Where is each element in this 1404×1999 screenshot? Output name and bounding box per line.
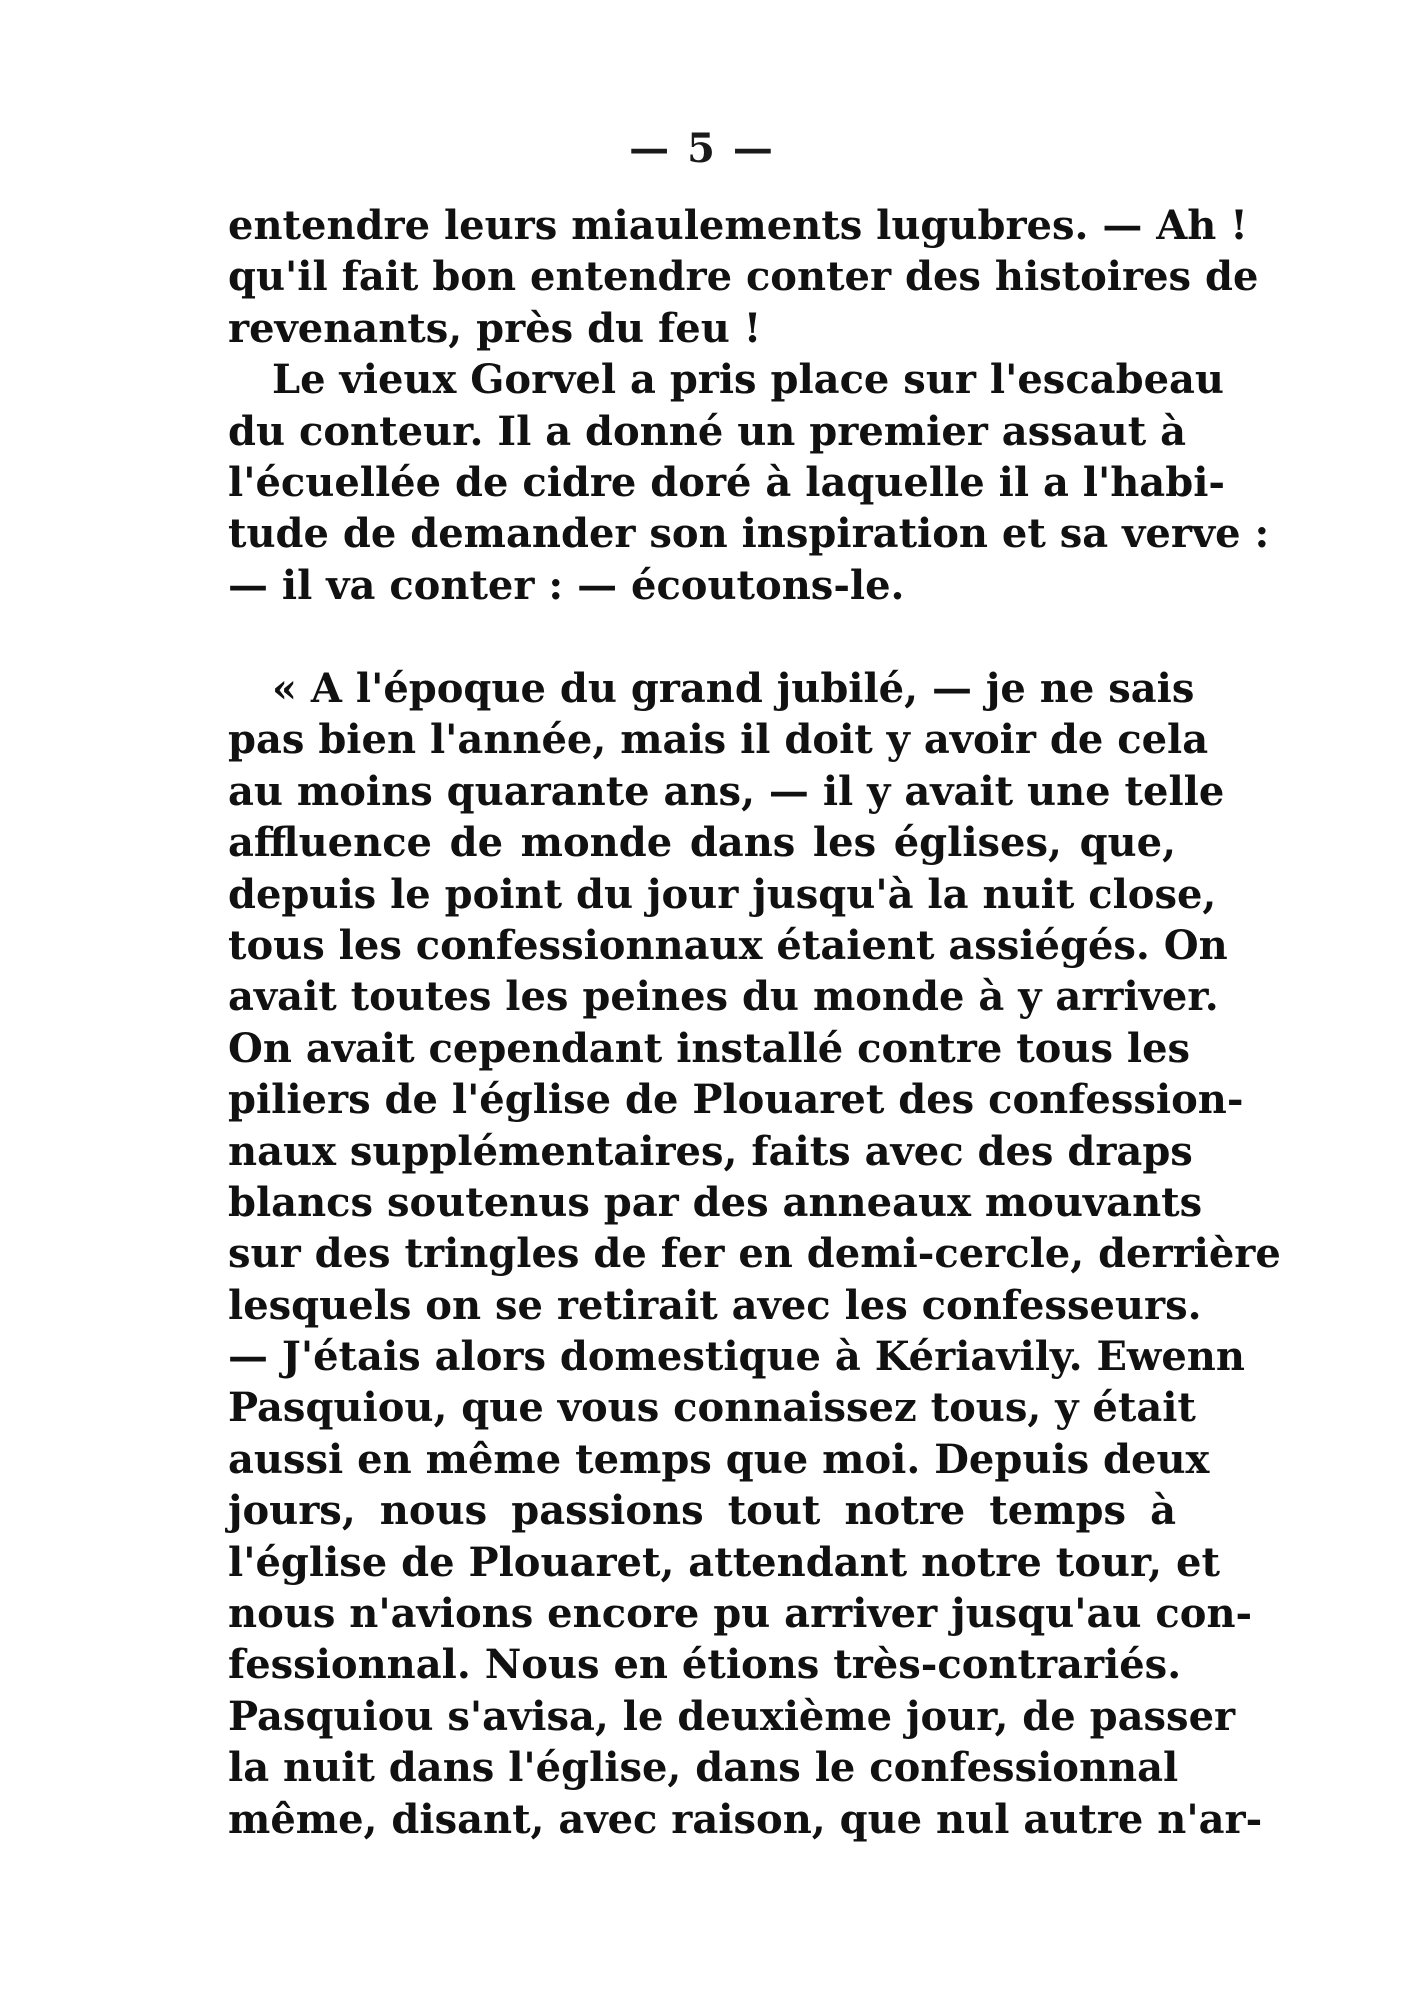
- text-line: Pasquiou, que vous connaissez tous, y était: [228, 1384, 1196, 1432]
- text-line: la nuit dans l'église, dans le confessionnal: [228, 1744, 1179, 1792]
- text-line: même, disant, avec raison, que nul autre n'ar-: [228, 1795, 1263, 1843]
- text-line: qu'il fait bon entendre conter des histoires de: [228, 253, 1259, 301]
- text-line: l'écuellée de cidre doré à laquelle il a l'habi-: [228, 458, 1225, 506]
- text-line: depuis le point du jour jusqu'à la nuit close,: [228, 870, 1217, 918]
- text-line: « A l'époque du grand jubilé, — je ne sais: [272, 665, 1195, 712]
- text-line: — J'étais alors domestique à Kériavily. Ewenn: [228, 1333, 1245, 1381]
- text-block-top: [228, 200, 1270, 611]
- text-line: Pasquiou s'avisa, le deuxième jour, de passer: [228, 1692, 1236, 1740]
- text-line: du conteur. Il a donné un premier assaut à: [228, 407, 1187, 455]
- page-number: — 5 —: [629, 125, 775, 172]
- text-line: tude de demander son inspiration et sa verve :: [228, 510, 1270, 558]
- text-line: Le vieux Gorvel a pris place sur l'escabeau: [272, 356, 1225, 404]
- text-line: l'église de Plouaret, attendant notre tour, et: [228, 1538, 1220, 1586]
- text-line: pas bien l'année, mais il doit y avoir de cela: [228, 716, 1209, 764]
- text-line: sur des tringles de fer en demi-cercle, derrière: [228, 1230, 1281, 1278]
- text-line: naux supplémentaires, faits avec des draps: [228, 1127, 1193, 1175]
- text-line: On avait cependant installé contre tous les: [228, 1024, 1191, 1072]
- text-line: blancs soutenus par des anneaux mouvants: [228, 1178, 1203, 1226]
- text-line: — il va conter : — écoutons-le.: [228, 561, 905, 609]
- text-line: nous n'avions encore pu arriver jusqu'au con-: [228, 1590, 1253, 1638]
- text-line: jours, nous passions tout notre temps à: [228, 1487, 1176, 1535]
- text-line: avait toutes les peines du monde à y arriver.: [228, 973, 1219, 1021]
- text-line: piliers de l'église de Plouaret des confession-: [228, 1076, 1244, 1124]
- text-line: fessionnal. Nous en étions très-contrariés.: [228, 1641, 1182, 1689]
- text-line: revenants, près du feu !: [228, 304, 762, 352]
- text-line: entendre leurs miaulements lugubres. — Ah !: [228, 202, 1248, 249]
- text-line: affluence de monde dans les églises, que,: [228, 819, 1176, 867]
- text-line: aussi en même temps que moi. Depuis deux: [228, 1435, 1210, 1483]
- text-block-story: [228, 663, 1281, 1845]
- text-line: tous les confessionnaux étaient assiégés. On: [228, 921, 1228, 969]
- text-line: au moins quarante ans, — il y avait une telle: [228, 767, 1225, 815]
- text-line: lesquels on se retirait avec les confesseurs.: [228, 1281, 1202, 1329]
